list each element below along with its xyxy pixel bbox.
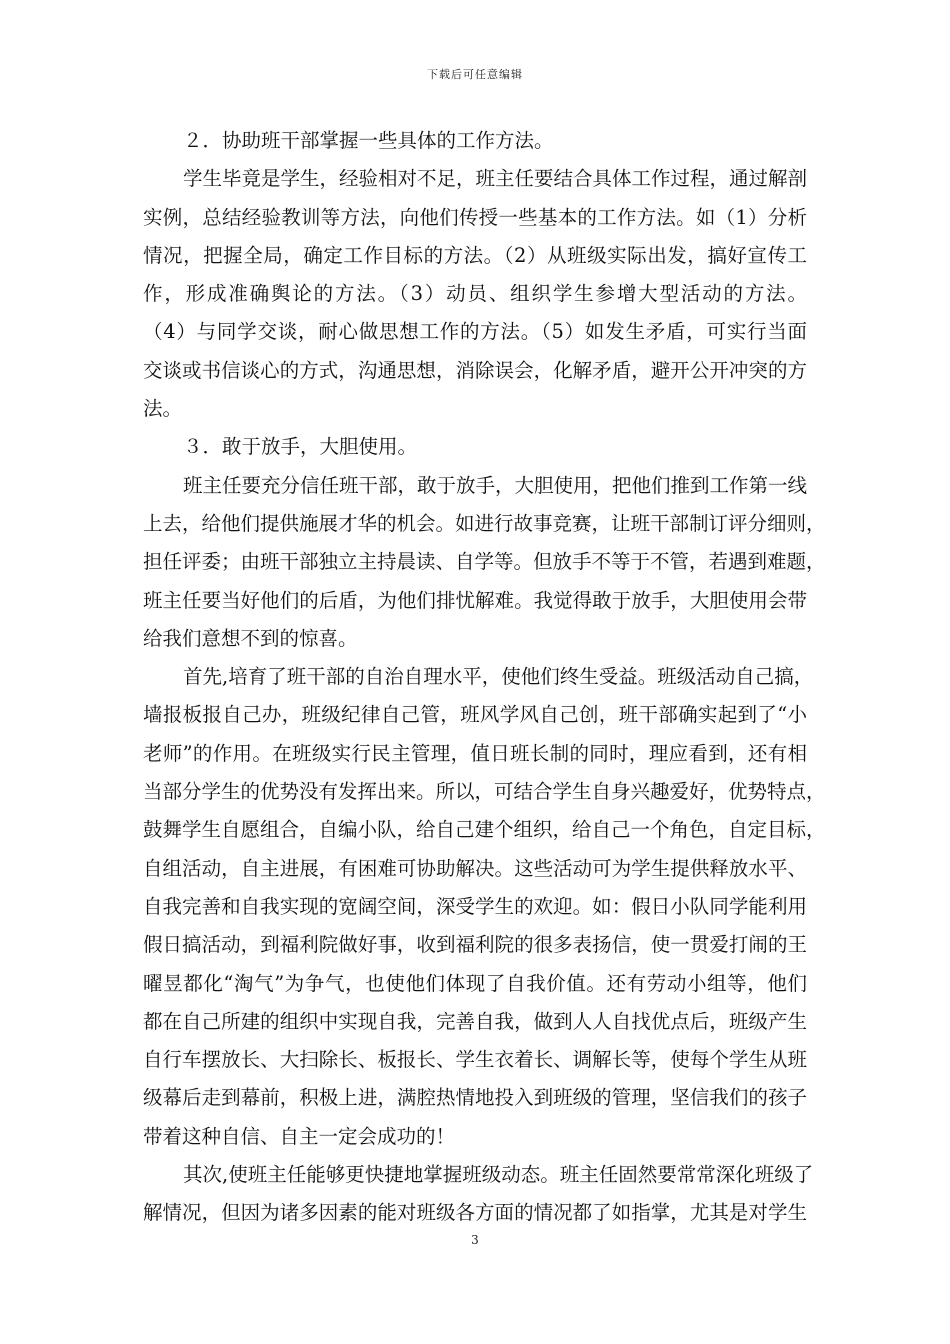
paragraph-line: 班主任要当好他们的后盾，为他们排忧解难。我觉得敢于放手，大胆使用会带 (143, 588, 807, 612)
paragraph-line: 实例，总结经验教训等方法，向他们传授一些基本的工作方法。如（1）分析 (143, 205, 807, 229)
paragraph-line: 鼓舞学生自愿组合，自编小队，给自己建个组织，给自己一个角色，自定目标， (143, 818, 826, 842)
paragraph-line: 法。 (143, 397, 183, 421)
paragraph-line: 老师”的作用。在班级实行民主管理，值日班长制的同时，理应看到，还有相 (143, 741, 807, 765)
page-header: 下载后可任意编辑 (427, 68, 523, 81)
paragraph-line: 情况，把握全局，确定工作目标的方法。（2）从班级实际出发，搞好宣传工 (143, 243, 807, 267)
paragraph-line: 自行车摆放长、大扫除长、板报长、学生衣着长、调解长等，使每个学生从班 (143, 1048, 807, 1072)
paragraph-line: 带着这种自信、自主一定会成功的！ (143, 1124, 456, 1148)
paragraph-line: （4）与同学交谈，耐心做思想工作的方法。（5）如发生矛盾，可实行当面 (143, 320, 807, 344)
paragraph-line: 级幕后走到幕前，积极上进，满腔热情地投入到班级的管理，坚信我们的孩子 (143, 1086, 807, 1110)
paragraph-line: 都在自己所建的组织中实现自我，完善自我，做到人人自找优点后，班级产生 (143, 1009, 807, 1033)
paragraph-line: 自我完善和自我实现的宽阔空间，深受学生的欢迎。如：假日小队同学能利用 (143, 894, 807, 918)
paragraph-line: 假日搞活动，到福利院做好事，收到福利院的很多表扬信，使一贯爱打闹的王 (143, 933, 807, 957)
paragraph-line: 担任评委；由班干部独立主持晨读、自学等。但放手不等于不管，若遇到难题， (143, 550, 826, 574)
section-heading-3: ３．敢于放手，大胆使用。 (183, 435, 418, 459)
paragraph-line: 给我们意想不到的惊喜。 (143, 626, 358, 650)
paragraph-line: 自组活动，自主进展，有困难可协助解决。这些活动可为学生提供释放水平、 (143, 856, 807, 880)
paragraph-line: 交谈或书信谈心的方式，沟通思想，消除误会，化解矛盾，避开公开冲突的方 (143, 358, 807, 382)
paragraph-line: 首先,培育了班干部的自治自理水平，使他们终生受益。班级活动自己搞， (183, 665, 814, 689)
paragraph-line: 墙报板报自己办，班级纪律自己管，班风学风自己创，班干部确实起到了“小 (143, 703, 807, 727)
paragraph-line: 上去，给他们提供施展才华的机会。如进行故事竞赛，让班干部制订评分细则， (143, 511, 826, 535)
body-text (143, 122, 826, 1233)
page-number: 3 (471, 1233, 479, 1247)
paragraph-line: 当部分学生的优势没有发挥出来。所以，可结合学生自身兴趣爱好，优势特点， (143, 780, 826, 804)
paragraph-line: 学生毕竟是学生，经验相对不足，班主任要结合具体工作过程，通过解剖 (183, 167, 808, 191)
section-heading-2: ２．协助班干部掌握一些具体的工作方法。 (183, 129, 554, 152)
paragraph-line: 其次,使班主任能够更快捷地掌握班级动态。班主任固然要常常深化班级了 (183, 1163, 814, 1187)
paragraph-line: 作，形成准确舆论的方法。（3）动员、组织学生参增大型活动的方法。 (143, 282, 807, 306)
paragraph-line: 解情况，但因为诸多因素的能对班级各方面的情况都了如指掌，尤其是对学生 (143, 1201, 807, 1225)
paragraph-line: 曜昱都化“淘气”为争气，也使他们体现了自我价值。还有劳动小组等，他们 (143, 971, 807, 995)
paragraph-line: 班主任要充分信任班干部，敢于放手，大胆使用，把他们推到工作第一线 (183, 473, 808, 497)
